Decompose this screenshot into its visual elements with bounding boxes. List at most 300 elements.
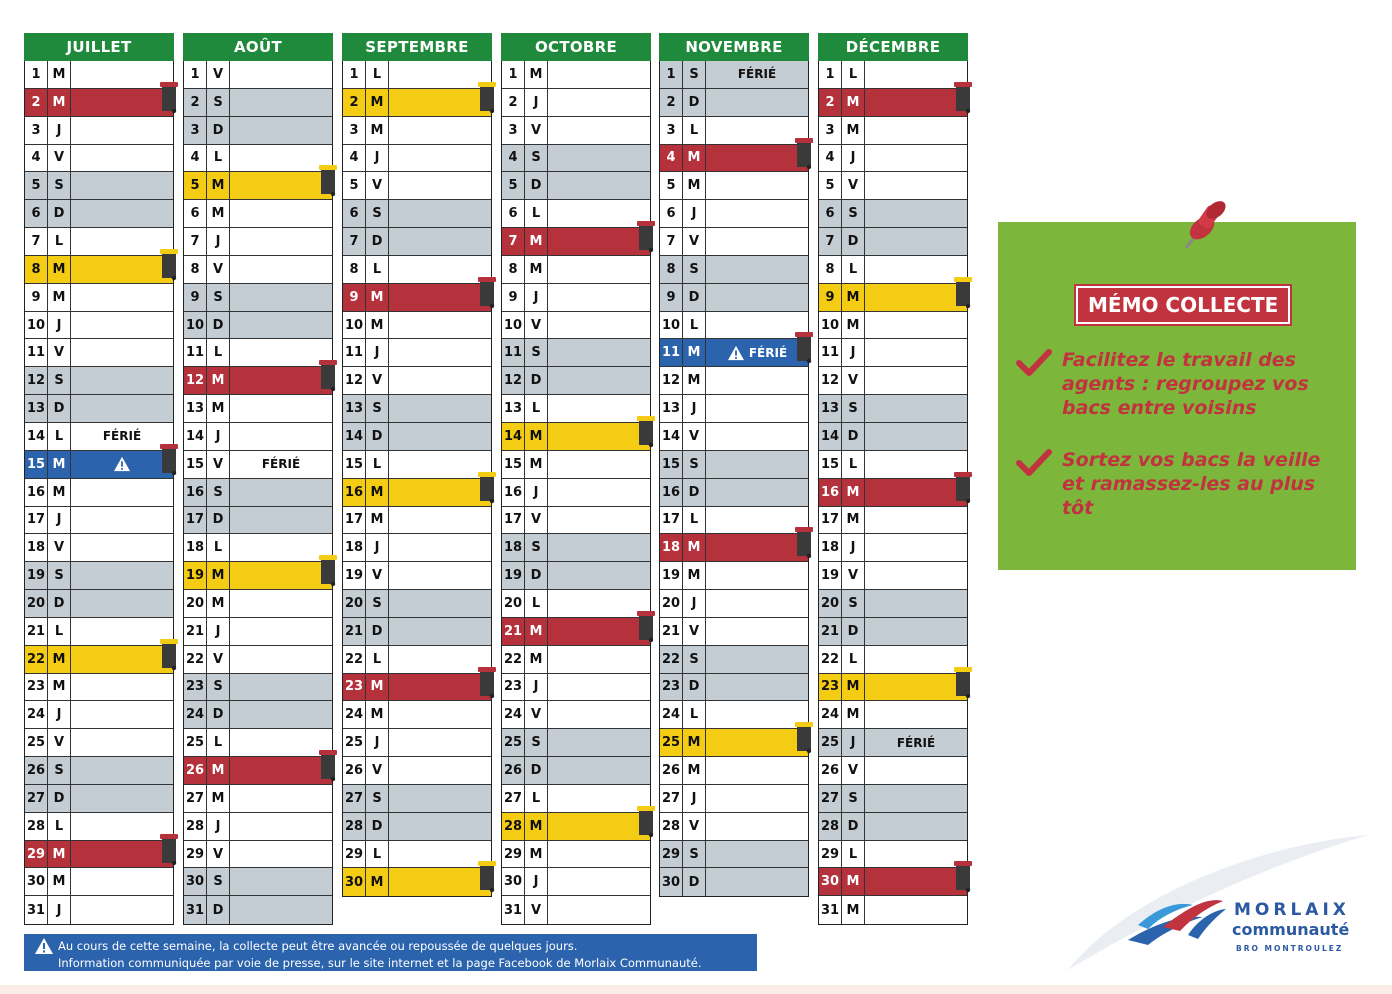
day-cell	[389, 228, 491, 255]
day-row	[502, 479, 650, 507]
day-letter: V	[683, 813, 706, 840]
day-row	[25, 868, 173, 896]
day-cell	[389, 757, 491, 784]
day-row	[25, 841, 173, 869]
day-number: 6	[819, 200, 842, 227]
day-number: 19	[184, 562, 207, 589]
day-row	[184, 534, 332, 562]
day-row	[660, 534, 808, 562]
day-row	[819, 729, 967, 757]
day-row	[184, 868, 332, 896]
day-row	[660, 451, 808, 479]
day-cell	[230, 145, 332, 172]
day-cell	[706, 367, 808, 394]
day-cell	[389, 646, 491, 673]
day-number: 8	[502, 256, 525, 283]
day-letter: J	[842, 729, 865, 756]
day-row	[184, 590, 332, 618]
day-letter: J	[683, 785, 706, 812]
day-cell	[71, 61, 173, 88]
day-letter: S	[683, 61, 706, 88]
day-cell	[548, 618, 650, 645]
day-letter: L	[842, 61, 865, 88]
day-cell	[865, 646, 967, 673]
day-letter: J	[48, 896, 71, 924]
day-number: 30	[184, 868, 207, 895]
day-number: 19	[343, 562, 366, 589]
day-letter: J	[842, 145, 865, 172]
check-icon	[1016, 448, 1052, 478]
day-number: 10	[819, 312, 842, 339]
day-row	[502, 507, 650, 535]
day-cell	[389, 61, 491, 88]
day-row	[343, 200, 491, 228]
day-letter: V	[48, 729, 71, 756]
day-row	[343, 841, 491, 869]
day-letter: D	[48, 590, 71, 617]
day-letter: S	[48, 757, 71, 784]
day-number: 17	[819, 507, 842, 534]
day-row	[660, 729, 808, 757]
day-cell	[706, 534, 808, 561]
day-row	[819, 813, 967, 841]
day-cell	[706, 89, 808, 116]
day-cell	[230, 395, 332, 422]
day-letter: V	[207, 256, 230, 283]
day-number: 12	[343, 367, 366, 394]
day-letter: D	[366, 618, 389, 645]
day-number: 12	[660, 367, 683, 394]
day-row	[819, 423, 967, 451]
month-header: JUILLET	[24, 33, 174, 61]
day-cell	[706, 479, 808, 506]
day-number: 20	[25, 590, 48, 617]
day-number: 25	[660, 729, 683, 756]
day-letter: M	[366, 312, 389, 339]
day-letter: M	[366, 868, 389, 896]
day-letter: M	[366, 117, 389, 144]
day-letter: L	[48, 423, 71, 450]
day-row	[819, 451, 967, 479]
day-row	[502, 701, 650, 729]
day-cell	[706, 451, 808, 478]
day-row	[25, 562, 173, 590]
warning-icon	[34, 937, 54, 955]
day-number: 7	[25, 228, 48, 255]
day-letter: J	[48, 312, 71, 339]
day-row	[343, 590, 491, 618]
day-cell	[706, 618, 808, 645]
day-number: 6	[343, 200, 366, 227]
day-row	[502, 674, 650, 702]
day-letter: L	[525, 395, 548, 422]
day-row	[819, 646, 967, 674]
day-letter: S	[48, 172, 71, 199]
day-number: 12	[819, 367, 842, 394]
day-letter: M	[525, 423, 548, 450]
month-header: NOVEMBRE	[659, 33, 809, 61]
day-row	[660, 339, 808, 367]
day-number: 21	[660, 618, 683, 645]
day-letter: D	[207, 896, 230, 924]
day-cell	[389, 841, 491, 868]
day-row	[819, 117, 967, 145]
day-cell	[706, 813, 808, 840]
day-cell	[389, 312, 491, 339]
day-letter: S	[842, 200, 865, 227]
day-number: 3	[502, 117, 525, 144]
day-number: 21	[502, 618, 525, 645]
day-cell	[389, 562, 491, 589]
notice-line-1: Au cours de cette semaine, la collecte peut être avancée ou repoussée de quelques jours.	[58, 939, 578, 953]
day-letter: M	[48, 61, 71, 88]
waste-bin-icon	[636, 609, 656, 643]
day-cell	[548, 562, 650, 589]
day-cell	[865, 841, 967, 868]
day-number: 27	[184, 785, 207, 812]
day-row	[343, 117, 491, 145]
day-row	[660, 507, 808, 535]
day-number: 8	[184, 256, 207, 283]
day-row	[819, 89, 967, 117]
day-row	[660, 674, 808, 702]
day-letter: V	[842, 172, 865, 199]
day-row	[25, 284, 173, 312]
day-letter: M	[525, 813, 548, 840]
day-row	[660, 479, 808, 507]
day-cell	[865, 367, 967, 394]
day-number: 19	[660, 562, 683, 589]
day-row	[660, 395, 808, 423]
day-cell	[71, 562, 173, 589]
day-cell	[230, 256, 332, 283]
day-row	[343, 145, 491, 173]
day-number: 27	[25, 785, 48, 812]
month-column	[24, 33, 174, 925]
day-row	[819, 785, 967, 813]
day-number: 5	[25, 172, 48, 199]
day-number: 6	[184, 200, 207, 227]
day-row	[502, 785, 650, 813]
day-letter: V	[207, 451, 230, 478]
day-number: 6	[502, 200, 525, 227]
day-letter: D	[366, 228, 389, 255]
day-row	[502, 618, 650, 646]
day-row	[819, 479, 967, 507]
day-letter: V	[366, 757, 389, 784]
day-cell	[548, 479, 650, 506]
day-row	[502, 145, 650, 173]
day-letter: M	[525, 646, 548, 673]
day-row	[660, 590, 808, 618]
day-cell	[706, 701, 808, 728]
day-cell	[706, 284, 808, 311]
day-number: 29	[25, 841, 48, 868]
month-column	[659, 33, 809, 897]
day-cell	[389, 507, 491, 534]
day-row	[343, 61, 491, 89]
day-letter: J	[207, 228, 230, 255]
month-header: AOÛT	[183, 33, 333, 61]
day-row	[343, 813, 491, 841]
day-letter: J	[842, 534, 865, 561]
day-letter: V	[207, 646, 230, 673]
day-letter: M	[48, 451, 71, 478]
day-row	[343, 312, 491, 340]
day-row	[343, 228, 491, 256]
day-letter: M	[525, 256, 548, 283]
day-number: 13	[502, 395, 525, 422]
day-number: 20	[819, 590, 842, 617]
day-number: 23	[502, 674, 525, 701]
waste-bin-icon	[159, 637, 179, 671]
month-header: DÉCEMBRE	[818, 33, 968, 61]
day-cell	[865, 145, 967, 172]
day-letter: S	[683, 256, 706, 283]
day-letter: M	[207, 367, 230, 394]
day-number: 17	[184, 507, 207, 534]
day-number: 5	[343, 172, 366, 199]
day-number: 20	[502, 590, 525, 617]
day-letter: D	[683, 674, 706, 701]
day-letter: V	[842, 757, 865, 784]
day-cell	[706, 646, 808, 673]
day-row	[819, 701, 967, 729]
day-cell	[706, 312, 808, 339]
day-cell	[230, 785, 332, 812]
day-number: 9	[184, 284, 207, 311]
day-cell	[71, 256, 173, 283]
day-cell	[706, 117, 808, 144]
day-letter: S	[525, 145, 548, 172]
day-letter: M	[525, 228, 548, 255]
day-cell	[865, 590, 967, 617]
day-number: 16	[184, 479, 207, 506]
day-row	[502, 117, 650, 145]
day-letter: S	[525, 534, 548, 561]
day-number: 18	[660, 534, 683, 561]
day-row	[660, 701, 808, 729]
day-letter: V	[683, 618, 706, 645]
day-letter: M	[366, 89, 389, 116]
day-cell	[389, 701, 491, 728]
day-letter: M	[48, 841, 71, 868]
day-row	[343, 284, 491, 312]
day-cell	[71, 841, 173, 868]
day-number: 24	[819, 701, 842, 728]
day-number: 24	[502, 701, 525, 728]
day-cell	[706, 228, 808, 255]
day-number: 31	[184, 896, 207, 924]
day-row	[502, 562, 650, 590]
day-letter: L	[683, 701, 706, 728]
day-number: 1	[25, 61, 48, 88]
day-number: 10	[25, 312, 48, 339]
day-cell	[230, 479, 332, 506]
day-cell	[230, 312, 332, 339]
day-number: 30	[343, 868, 366, 896]
day-cell	[865, 423, 967, 450]
day-letter: D	[207, 117, 230, 144]
day-row	[184, 646, 332, 674]
day-row	[502, 228, 650, 256]
ferie-label: FÉRIÉ	[261, 457, 301, 472]
waste-bin-icon	[953, 275, 973, 309]
day-cell	[706, 507, 808, 534]
day-number: 27	[502, 785, 525, 812]
day-cell	[865, 701, 967, 728]
day-cell	[706, 785, 808, 812]
day-cell	[389, 256, 491, 283]
ferie-label: FÉRIÉ	[896, 735, 936, 750]
day-letter: J	[683, 395, 706, 422]
day-letter: J	[525, 479, 548, 506]
day-row	[184, 479, 332, 507]
day-number: 26	[502, 757, 525, 784]
day-cell	[389, 674, 491, 701]
day-number: 8	[25, 256, 48, 283]
day-cell	[548, 785, 650, 812]
day-number: 2	[184, 89, 207, 116]
day-letter: S	[366, 785, 389, 812]
day-cell	[71, 701, 173, 728]
day-cell	[865, 813, 967, 840]
day-letter: D	[525, 757, 548, 784]
day-row	[502, 89, 650, 117]
month-days	[24, 61, 174, 925]
day-letter: D	[842, 813, 865, 840]
day-letter: S	[207, 674, 230, 701]
day-letter: M	[683, 339, 706, 366]
day-letter: S	[366, 395, 389, 422]
day-number: 23	[184, 674, 207, 701]
bottom-strip	[0, 985, 1392, 994]
waste-bin-icon	[159, 80, 179, 114]
day-number: 31	[502, 896, 525, 924]
day-row	[25, 674, 173, 702]
day-cell	[230, 618, 332, 645]
day-row	[184, 507, 332, 535]
day-cell	[548, 395, 650, 422]
day-cell	[548, 312, 650, 339]
day-letter: J	[525, 868, 548, 895]
day-number: 20	[660, 590, 683, 617]
notice-line-2: Information communiquée par voie de presse, sur le site internet et la page Facebook de Morlaix Communauté.	[58, 956, 702, 970]
day-row	[184, 813, 332, 841]
day-row	[502, 339, 650, 367]
day-letter: V	[525, 701, 548, 728]
day-letter: M	[207, 757, 230, 784]
day-note	[706, 61, 808, 88]
day-number: 5	[184, 172, 207, 199]
day-row	[25, 785, 173, 813]
day-row	[184, 395, 332, 423]
day-row	[184, 451, 332, 479]
day-cell	[865, 312, 967, 339]
day-letter: M	[48, 479, 71, 506]
day-row	[343, 562, 491, 590]
day-letter: D	[48, 200, 71, 227]
day-row	[25, 117, 173, 145]
day-letter: M	[842, 674, 865, 701]
day-letter: L	[525, 785, 548, 812]
day-cell	[548, 701, 650, 728]
day-row	[819, 590, 967, 618]
day-row	[25, 339, 173, 367]
day-row	[184, 618, 332, 646]
day-cell	[548, 757, 650, 784]
day-letter: D	[366, 423, 389, 450]
day-number: 22	[660, 646, 683, 673]
day-letter: M	[525, 841, 548, 868]
day-letter: M	[366, 701, 389, 728]
day-row	[819, 618, 967, 646]
day-number: 26	[660, 757, 683, 784]
notice-banner	[24, 934, 757, 971]
day-row	[502, 423, 650, 451]
day-row	[25, 61, 173, 89]
warning-icon	[727, 345, 745, 361]
day-row	[25, 729, 173, 757]
day-number: 22	[184, 646, 207, 673]
day-row	[660, 841, 808, 869]
day-cell	[230, 562, 332, 589]
waste-bin-icon	[477, 80, 497, 114]
ferie-label: FÉRIÉ	[737, 67, 777, 82]
day-number: 7	[819, 228, 842, 255]
day-cell	[389, 785, 491, 812]
day-cell	[865, 479, 967, 506]
day-cell	[71, 145, 173, 172]
day-number: 22	[25, 646, 48, 673]
day-row	[819, 228, 967, 256]
day-row	[25, 395, 173, 423]
day-row	[25, 590, 173, 618]
day-cell	[865, 61, 967, 88]
day-letter: L	[207, 729, 230, 756]
day-row	[660, 200, 808, 228]
day-letter: M	[525, 618, 548, 645]
waste-bin-icon	[159, 832, 179, 866]
day-letter: J	[207, 813, 230, 840]
day-note	[71, 423, 173, 450]
day-cell	[71, 646, 173, 673]
day-number: 11	[660, 339, 683, 366]
day-number: 17	[343, 507, 366, 534]
day-cell	[230, 896, 332, 924]
waste-bin-icon	[318, 358, 338, 392]
day-cell	[865, 117, 967, 144]
day-letter: J	[48, 701, 71, 728]
day-row	[819, 395, 967, 423]
day-letter: M	[207, 562, 230, 589]
day-row	[25, 757, 173, 785]
day-letter: S	[366, 590, 389, 617]
day-letter: D	[48, 395, 71, 422]
day-letter: S	[366, 200, 389, 227]
waste-bin-icon	[953, 859, 973, 893]
day-cell	[865, 395, 967, 422]
day-letter: M	[842, 896, 865, 924]
day-letter: D	[842, 228, 865, 255]
day-number: 26	[184, 757, 207, 784]
day-number: 12	[502, 367, 525, 394]
day-number: 29	[184, 841, 207, 868]
day-letter: M	[207, 172, 230, 199]
day-row	[819, 61, 967, 89]
month-column	[818, 33, 968, 925]
day-letter: V	[842, 562, 865, 589]
